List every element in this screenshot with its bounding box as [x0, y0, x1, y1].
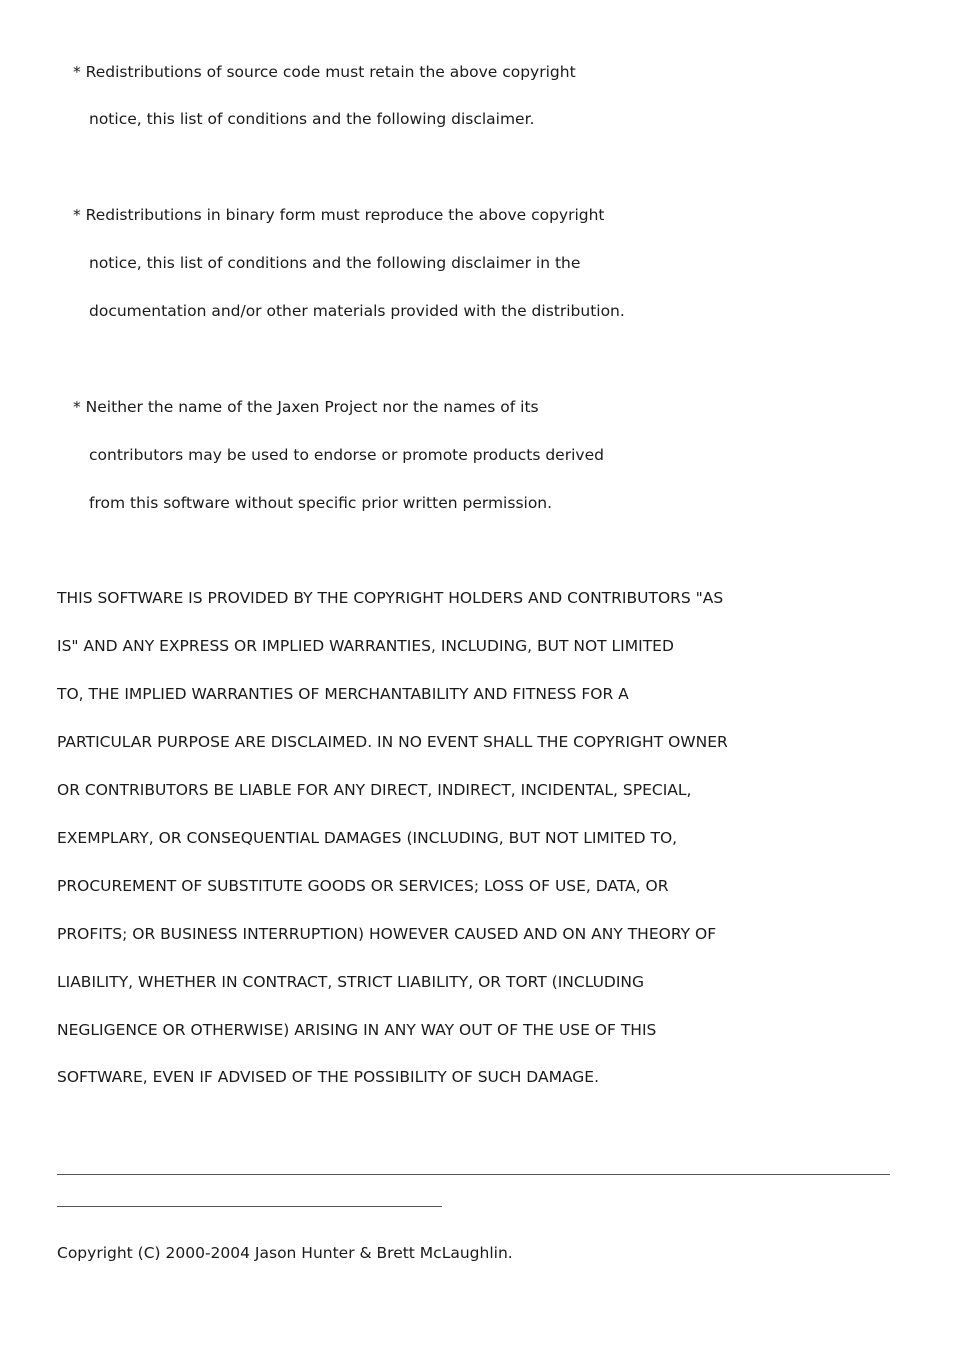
clause-line: * Redistributions in binary form must reproduce the above copyright	[73, 206, 605, 224]
disclaimer-line: PARTICULAR PURPOSE ARE DISCLAIMED. IN NO EVENT SHALL THE COPYRIGHT OWNER	[57, 733, 728, 751]
clause-line: * Neither the name of the Jaxen Project nor the names of its	[73, 398, 539, 416]
disclaimer-line: PROFITS; OR BUSINESS INTERRUPTION) HOWEVER CAUSED AND ON ANY THEORY OF	[57, 925, 717, 943]
clause-line: notice, this list of conditions and the following disclaimer in the	[89, 254, 581, 272]
disclaimer-line: TO, THE IMPLIED WARRANTIES OF MERCHANTABILITY AND FITNESS FOR A	[57, 685, 629, 703]
disclaimer-line: EXEMPLARY, OR CONSEQUENTIAL DAMAGES (INCLUDING, BUT NOT LIMITED TO,	[57, 829, 678, 847]
clause-line: contributors may be used to endorse or promote products derived	[89, 446, 604, 464]
clause-line: from this software without specific prior written permission.	[89, 494, 553, 512]
clause-line: documentation and/or other materials provided with the distribution.	[89, 302, 625, 320]
disclaimer-line: SOFTWARE, EVEN IF ADVISED OF THE POSSIBILITY OF SUCH DAMAGE.	[57, 1068, 600, 1086]
clause-line: * Redistributions of source code must retain the above copyright	[73, 63, 576, 81]
disclaimer-line: OR CONTRIBUTORS BE LIABLE FOR ANY DIRECT, INDIRECT, INCIDENTAL, SPECIAL,	[57, 781, 692, 799]
disclaimer-line: PROCUREMENT OF SUBSTITUTE GOODS OR SERVICES; LOSS OF USE, DATA, OR	[57, 877, 669, 895]
disclaimer-line: IS" AND ANY EXPRESS OR IMPLIED WARRANTIES, INCLUDING, BUT NOT LIMITED	[57, 637, 674, 655]
disclaimer-line: NEGLIGENCE OR OTHERWISE) ARISING IN ANY WAY OUT OF THE USE OF THIS	[57, 1021, 657, 1039]
separator-rule-short	[57, 1206, 442, 1207]
disclaimer-line: LIABILITY, WHETHER IN CONTRACT, STRICT LIABILITY, OR TORT (INCLUDING	[57, 973, 645, 991]
separator-rule	[57, 1174, 890, 1175]
copyright-notice: Copyright (C) 2000-2004 Jason Hunter & Brett McLaughlin.	[57, 1244, 513, 1262]
disclaimer-line: THIS SOFTWARE IS PROVIDED BY THE COPYRIGHT HOLDERS AND CONTRIBUTORS "AS	[57, 589, 724, 607]
clause-line: notice, this list of conditions and the following disclaimer.	[89, 110, 535, 128]
